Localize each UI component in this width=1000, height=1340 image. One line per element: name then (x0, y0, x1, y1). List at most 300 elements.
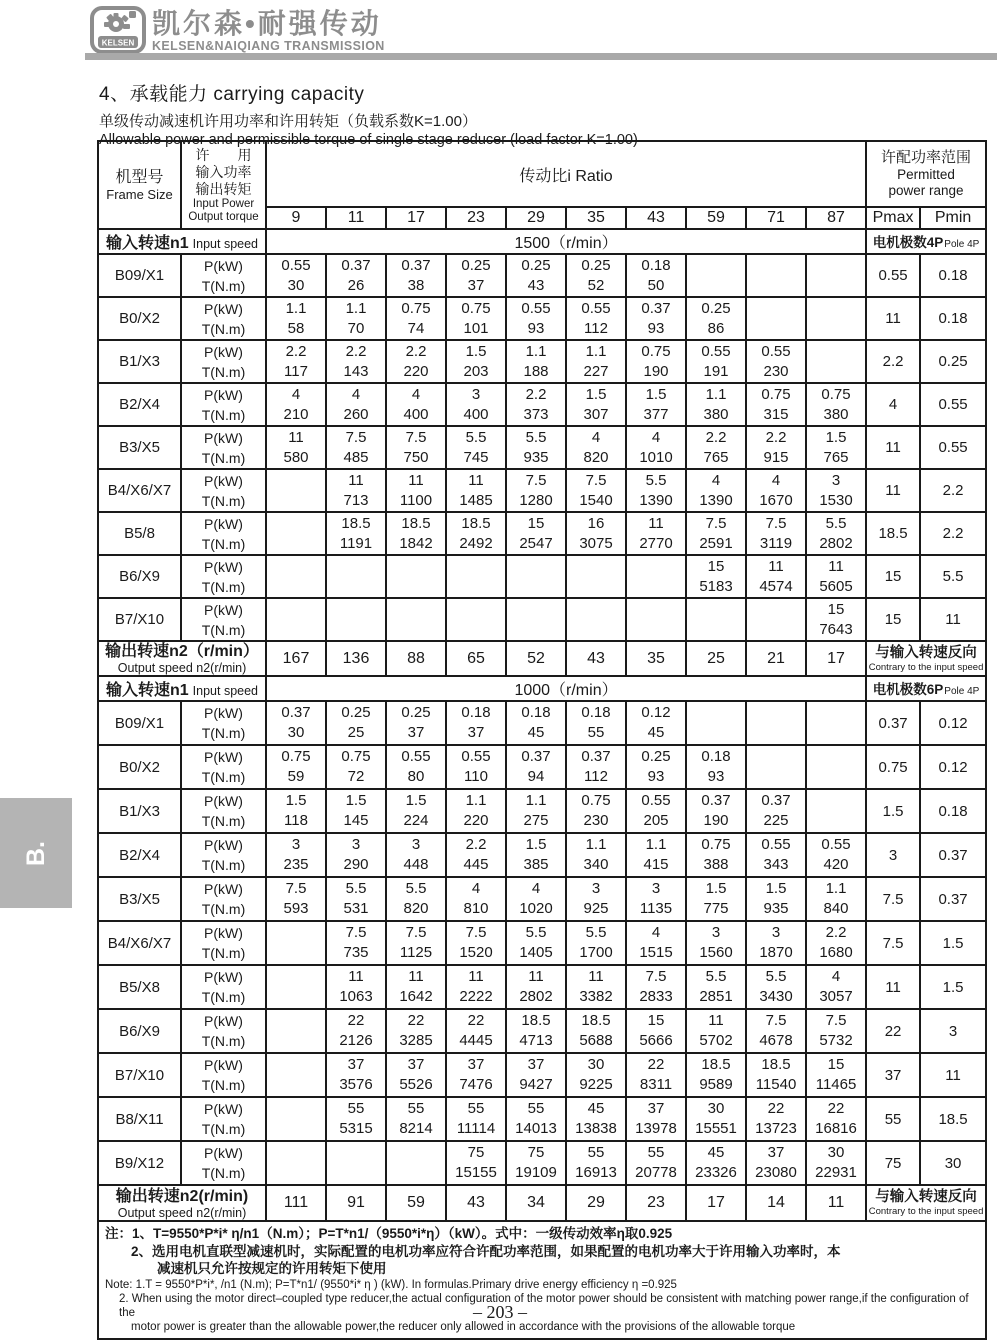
pmax-cell: 0.55 (866, 254, 920, 297)
power-torque-cell: 7.5 2833 (626, 965, 686, 1009)
unit-cell: P(kW) T(N.m) (181, 789, 266, 833)
power-torque-cell: 0.55 420 (806, 833, 866, 877)
power-torque-cell: 1.5 203 (446, 340, 506, 383)
power-torque-cell: 0.18 55 (566, 701, 626, 745)
power-torque-cell: 1.1 275 (506, 789, 566, 833)
table-row (98, 745, 986, 789)
power-torque-cell (566, 555, 626, 598)
output-speed-value: 65 (446, 641, 506, 676)
pmin-cell: 0.37 (920, 833, 986, 877)
power-torque-cell: 18.5 9589 (686, 1053, 746, 1097)
frame-size-cell: B7/X10 (98, 1053, 181, 1097)
power-torque-cell: 4 1020 (506, 877, 566, 921)
frame-size-cell: B7/X10 (98, 598, 181, 641)
unit-cell: P(kW) T(N.m) (181, 340, 266, 383)
table-row (98, 921, 986, 965)
table-row (98, 701, 986, 745)
power-torque-cell: 1.1 840 (806, 877, 866, 921)
power-torque-cell: 5.5 1390 (626, 469, 686, 512)
unit-cell: P(kW) T(N.m) (181, 469, 266, 512)
pmin-cell: 0.18 (920, 254, 986, 297)
power-torque-cell: 11 2802 (506, 965, 566, 1009)
power-torque-cell (806, 297, 866, 340)
power-torque-cell: 7.5 485 (326, 426, 386, 469)
output-speed-value: 91 (326, 1185, 386, 1221)
pmax-cell: 15 (866, 555, 920, 598)
page-number: – 203 – (473, 1302, 527, 1322)
power-torque-cell: 0.25 43 (506, 254, 566, 297)
power-torque-cell: 4 1010 (626, 426, 686, 469)
power-torque-cell: 30 15551 (686, 1097, 746, 1141)
power-torque-cell (746, 254, 806, 297)
power-torque-cell: 7.5 735 (326, 921, 386, 965)
ratio-value: 9 (266, 207, 326, 229)
power-torque-cell (506, 598, 566, 641)
pmin-cell: 30 (920, 1141, 986, 1185)
power-torque-cell: 11 5605 (806, 555, 866, 598)
power-torque-cell: 4 400 (386, 383, 446, 426)
power-torque-cell: 1.5 118 (266, 789, 326, 833)
output-speed-value: 14 (746, 1185, 806, 1221)
pmax-cell: 55 (866, 1097, 920, 1141)
power-torque-cell (386, 598, 446, 641)
power-torque-cell: 7.5 1125 (386, 921, 446, 965)
power-torque-cell: 0.75 388 (686, 833, 746, 877)
power-torque-cell: 2.2 220 (386, 340, 446, 383)
power-torque-cell: 4 260 (326, 383, 386, 426)
power-torque-cell (266, 1053, 326, 1097)
power-torque-cell: 18.5 1191 (326, 512, 386, 555)
pmax-cell: 3 (866, 833, 920, 877)
power-torque-cell: 18.5 1842 (386, 512, 446, 555)
power-torque-cell: 37 5526 (386, 1053, 446, 1097)
pmax-cell: 1.5 (866, 789, 920, 833)
power-torque-cell: 37 7476 (446, 1053, 506, 1097)
pmin-cell: 0.12 (920, 745, 986, 789)
table-row (98, 789, 986, 833)
power-torque-cell: 55 5315 (326, 1097, 386, 1141)
pmin-cell: 3 (920, 1009, 986, 1053)
power-torque-cell: 7.5 593 (266, 877, 326, 921)
power-torque-cell: 5.5 820 (386, 877, 446, 921)
power-torque-cell: 18.5 5688 (566, 1009, 626, 1053)
subtitle-english: Allowable power and permissible torque of single stage reducer (load factor K=1.00) (99, 132, 638, 148)
table-row (98, 598, 986, 641)
pmin-cell: 18.5 (920, 1097, 986, 1141)
frame-size-cell: B1/X3 (98, 789, 181, 833)
power-torque-cell: 1.5 385 (506, 833, 566, 877)
output-speed-row (98, 641, 986, 676)
ratio-value: 87 (806, 207, 866, 229)
power-torque-cell: 4 3057 (806, 965, 866, 1009)
power-torque-cell: 30 22931 (806, 1141, 866, 1185)
power-torque-cell: 5.5 3430 (746, 965, 806, 1009)
output-speed-value: 17 (686, 1185, 746, 1221)
power-torque-cell: 0.37 190 (686, 789, 746, 833)
permitted-power-header: 许配功率范围 Permitted power range (866, 141, 986, 207)
power-torque-cell: 3 1530 (806, 469, 866, 512)
power-torque-cell: 0.37 26 (326, 254, 386, 297)
power-torque-cell: 3 290 (326, 833, 386, 877)
input-speed-value: 1500（r/min） (266, 229, 866, 254)
frame-size-cell: B6/X9 (98, 555, 181, 598)
power-torque-cell: 0.37 30 (266, 701, 326, 745)
power-torque-cell: 22 13723 (746, 1097, 806, 1141)
power-torque-cell (686, 254, 746, 297)
pmin-cell: 11 (920, 1053, 986, 1097)
power-torque-cell: 1.1 415 (626, 833, 686, 877)
unit-cell: P(kW) T(N.m) (181, 598, 266, 641)
power-torque-cell: 11 1642 (386, 965, 446, 1009)
pmin-cell: 11 (920, 598, 986, 641)
power-torque-cell: 3 448 (386, 833, 446, 877)
power-torque-cell: 0.18 50 (626, 254, 686, 297)
output-speed-label: 输出转速n2(r/min) Output speed n2(r/min) (98, 1185, 266, 1221)
table-row (98, 1009, 986, 1053)
output-speed-row (98, 1185, 986, 1221)
power-torque-cell: 0.37 38 (386, 254, 446, 297)
power-torque-cell: 0.75 380 (806, 383, 866, 426)
power-torque-cell: 15 5183 (686, 555, 746, 598)
power-torque-cell: 15 11465 (806, 1053, 866, 1097)
power-torque-cell: 5.5 935 (506, 426, 566, 469)
unit-cell: P(kW) T(N.m) (181, 921, 266, 965)
power-torque-cell: 3 1560 (686, 921, 746, 965)
power-torque-cell: 22 2126 (326, 1009, 386, 1053)
output-speed-value: 17 (806, 641, 866, 676)
power-torque-cell: 5.5 2802 (806, 512, 866, 555)
frame-size-cell: B0/X2 (98, 297, 181, 340)
power-torque-cell: 1.5 765 (806, 426, 866, 469)
power-torque-cell: 18.5 4713 (506, 1009, 566, 1053)
power-torque-cell: 3 1870 (746, 921, 806, 965)
frame-size-cell: B5/X8 (98, 965, 181, 1009)
power-torque-cell: 0.75 72 (326, 745, 386, 789)
unit-cell: P(kW) T(N.m) (181, 1097, 266, 1141)
power-torque-cell: 55 16913 (566, 1141, 626, 1185)
power-torque-cell: 0.37 225 (746, 789, 806, 833)
pmax-cell: 7.5 (866, 877, 920, 921)
power-torque-cell (506, 555, 566, 598)
table-notes: 注：1、T=9550*P*i* η/n1（N.m）；P=T*n1/（9550*i*η）（kW）。式中：一级传动效率η取0.925 2、选用电机直联型减速机时，实际配置的电机功率应符合许配功率范围，如果配置的电机功率大于许用输入功率时，本 减速机只允许按规定的许用转矩下使用 Note: 1.T = 9550*P*i*, /n1 (N.m); P=T*n1/ (9550*i* η ) (kW). In formulas.Primary drive energy efficiency η =0.925 2. When using the motor direct–coupled type reducer,the actual configuration of the motor power should be consistent with matching power range,if the configuration of the motor power is greater than the allowable power,the reducer only allowed in accordance with the provisions of the allowable torque (98, 1221, 986, 1339)
power-torque-cell: 11 2770 (626, 512, 686, 555)
table-row (98, 1141, 986, 1185)
unit-cell: P(kW) T(N.m) (181, 745, 266, 789)
power-torque-cell: 1.5 307 (566, 383, 626, 426)
pmax-cell: 4 (866, 383, 920, 426)
power-torque-cell: 3 1135 (626, 877, 686, 921)
frame-size-cell: B8/X11 (98, 1097, 181, 1141)
power-torque-cell: 1.1 380 (686, 383, 746, 426)
power-torque-cell: 1.1 220 (446, 789, 506, 833)
frame-size-cell: B6/X9 (98, 1009, 181, 1053)
power-torque-cell (326, 1141, 386, 1185)
table-row (98, 1053, 986, 1097)
ratio-value: 11 (326, 207, 386, 229)
power-torque-cell: 75 19109 (506, 1141, 566, 1185)
power-torque-cell (386, 555, 446, 598)
power-torque-cell: 1.5 145 (326, 789, 386, 833)
frame-size-header: 机型号 Frame Size (98, 141, 181, 229)
table-row (98, 512, 986, 555)
power-torque-cell: 0.55 191 (686, 340, 746, 383)
power-torque-cell (806, 701, 866, 745)
power-torque-cell: 0.25 37 (386, 701, 446, 745)
input-power-header: 许 用 输入功率 输出转矩 Input Power Output torque (181, 141, 266, 229)
power-torque-cell: 1.1 58 (266, 297, 326, 340)
power-torque-cell: 11 713 (326, 469, 386, 512)
ratio-value: 29 (506, 207, 566, 229)
power-torque-cell: 18.5 2492 (446, 512, 506, 555)
power-torque-cell: 7.5 1280 (506, 469, 566, 512)
power-torque-cell: 0.18 37 (446, 701, 506, 745)
power-torque-cell: 11 2222 (446, 965, 506, 1009)
unit-cell: P(kW) T(N.m) (181, 877, 266, 921)
table-row (98, 383, 986, 426)
pmin-cell: 1.5 (920, 965, 986, 1009)
power-torque-cell: 3 925 (566, 877, 626, 921)
power-torque-cell: 7.5 2591 (686, 512, 746, 555)
power-torque-cell (266, 469, 326, 512)
power-torque-cell (626, 598, 686, 641)
power-torque-cell: 18.5 11540 (746, 1053, 806, 1097)
unit-cell: P(kW) T(N.m) (181, 1053, 266, 1097)
power-torque-cell: 55 8214 (386, 1097, 446, 1141)
power-torque-cell: 4 810 (446, 877, 506, 921)
pmax-cell: 37 (866, 1053, 920, 1097)
ratio-value: 43 (626, 207, 686, 229)
frame-size-cell: B9/X12 (98, 1141, 181, 1185)
power-torque-cell: 45 23326 (686, 1141, 746, 1185)
pmax-cell: 7.5 (866, 921, 920, 965)
output-speed-value: 21 (746, 641, 806, 676)
section-title: 4、承载能力 carrying capacity (99, 84, 365, 105)
table-row (98, 555, 986, 598)
power-torque-cell: 22 8311 (626, 1053, 686, 1097)
output-speed-value: 52 (506, 641, 566, 676)
frame-size-cell: B1/X3 (98, 340, 181, 383)
pmin-cell: 0.55 (920, 426, 986, 469)
power-torque-cell: 7.5 5732 (806, 1009, 866, 1053)
power-torque-cell (806, 789, 866, 833)
power-torque-cell: 0.75 190 (626, 340, 686, 383)
logo-text: KELSEN (101, 38, 135, 48)
frame-size-cell: B09/X1 (98, 254, 181, 297)
unit-cell: P(kW) T(N.m) (181, 297, 266, 340)
power-torque-cell: 11 3382 (566, 965, 626, 1009)
output-speed-value: 59 (386, 1185, 446, 1221)
power-torque-cell: 0.75 101 (446, 297, 506, 340)
power-torque-cell: 1.1 340 (566, 833, 626, 877)
company-logo (89, 5, 147, 60)
power-torque-cell: 45 13838 (566, 1097, 626, 1141)
power-torque-cell: 0.12 45 (626, 701, 686, 745)
header-divider-bar (85, 53, 997, 60)
output-speed-value: 25 (686, 641, 746, 676)
pmin-cell: 0.37 (920, 877, 986, 921)
power-torque-cell: 2.2 915 (746, 426, 806, 469)
power-torque-cell: 1.5 775 (686, 877, 746, 921)
pmax-cell: 0.37 (866, 701, 920, 745)
power-torque-cell: 4 1390 (686, 469, 746, 512)
unit-cell: P(kW) T(N.m) (181, 383, 266, 426)
power-torque-cell: 5.5 1405 (506, 921, 566, 965)
motor-pole-label: 电机极数6PPole 4P (866, 676, 986, 701)
pmax-cell: 22 (866, 1009, 920, 1053)
input-speed-row (98, 676, 986, 701)
power-torque-cell: 0.18 45 (506, 701, 566, 745)
power-torque-cell: 1.1 188 (506, 340, 566, 383)
power-torque-cell: 15 2547 (506, 512, 566, 555)
ratio-value: 71 (746, 207, 806, 229)
power-torque-cell: 1.1 70 (326, 297, 386, 340)
brand-name-english: KELSEN&NAIQIANG TRANSMISSION (152, 39, 385, 53)
power-torque-cell: 0.75 59 (266, 745, 326, 789)
output-speed-value: 11 (806, 1185, 866, 1221)
power-torque-cell: 0.55 230 (746, 340, 806, 383)
table-row (98, 833, 986, 877)
power-torque-cell (266, 598, 326, 641)
power-torque-cell: 7.5 1520 (446, 921, 506, 965)
power-torque-cell: 5.5 531 (326, 877, 386, 921)
power-torque-cell: 1.5 377 (626, 383, 686, 426)
frame-size-cell: B5/8 (98, 512, 181, 555)
ratio-value: 17 (386, 207, 446, 229)
power-torque-cell (566, 598, 626, 641)
power-torque-cell: 30 9225 (566, 1053, 626, 1097)
carrying-capacity-table (97, 140, 987, 1340)
power-torque-cell (266, 921, 326, 965)
ratio-value: 59 (686, 207, 746, 229)
ratio-header: 传动比i Ratio (266, 141, 866, 207)
unit-cell: P(kW) T(N.m) (181, 965, 266, 1009)
power-torque-cell: 0.55 112 (566, 297, 626, 340)
power-torque-cell: 11 5702 (686, 1009, 746, 1053)
power-torque-cell: 0.55 80 (386, 745, 446, 789)
power-torque-cell: 0.55 30 (266, 254, 326, 297)
power-torque-cell: 11 1100 (386, 469, 446, 512)
power-torque-cell: 55 14013 (506, 1097, 566, 1141)
power-torque-cell: 2.2 445 (446, 833, 506, 877)
power-torque-cell (686, 598, 746, 641)
power-torque-cell: 11 1063 (326, 965, 386, 1009)
power-torque-cell (446, 555, 506, 598)
power-torque-cell (746, 297, 806, 340)
pmin-cell: 0.18 (920, 297, 986, 340)
table-row (98, 254, 986, 297)
frame-size-cell: B4/X6/X7 (98, 921, 181, 965)
power-torque-cell: 11 4574 (746, 555, 806, 598)
power-torque-cell: 2.2 117 (266, 340, 326, 383)
power-torque-cell: 37 23080 (746, 1141, 806, 1185)
power-torque-cell (806, 340, 866, 383)
pmax-cell: 11 (866, 426, 920, 469)
input-speed-value: 1000（r/min） (266, 676, 866, 701)
power-torque-cell: 7.5 1540 (566, 469, 626, 512)
power-torque-cell (266, 965, 326, 1009)
pmin-cell: 2.2 (920, 469, 986, 512)
power-torque-cell: 4 1670 (746, 469, 806, 512)
side-tab-label: B. (21, 840, 50, 866)
power-torque-cell: 0.25 52 (566, 254, 626, 297)
power-torque-cell: 22 4445 (446, 1009, 506, 1053)
output-speed-value: 111 (266, 1185, 326, 1221)
brand-name-chinese: 凯尔森•耐强传动 (152, 8, 382, 39)
motor-pole-label: 电机极数4PPole 4P (866, 229, 986, 254)
pmax-cell: 0.75 (866, 745, 920, 789)
power-torque-cell: 0.55 93 (506, 297, 566, 340)
pmax-cell: 75 (866, 1141, 920, 1185)
pmax-cell: 15 (866, 598, 920, 641)
pmin-cell: 1.5 (920, 921, 986, 965)
ratio-value: 23 (446, 207, 506, 229)
unit-cell: P(kW) T(N.m) (181, 833, 266, 877)
power-torque-cell (326, 598, 386, 641)
power-torque-cell: 37 13978 (626, 1097, 686, 1141)
frame-size-cell: B0/X2 (98, 745, 181, 789)
power-torque-cell (386, 1141, 446, 1185)
output-speed-value: 136 (326, 641, 386, 676)
unit-cell: P(kW) T(N.m) (181, 1009, 266, 1053)
power-torque-cell: 4 210 (266, 383, 326, 426)
unit-cell: P(kW) T(N.m) (181, 1141, 266, 1185)
power-torque-cell: 22 16816 (806, 1097, 866, 1141)
power-torque-cell: 0.25 93 (626, 745, 686, 789)
power-torque-cell: 16 3075 (566, 512, 626, 555)
table-row (98, 340, 986, 383)
ratio-value: 35 (566, 207, 626, 229)
output-speed-value: 23 (626, 1185, 686, 1221)
power-torque-cell: 0.25 86 (686, 297, 746, 340)
power-torque-cell: 0.55 205 (626, 789, 686, 833)
contrary-note: 与输入转速反向 Contrary to the input speed (866, 1185, 986, 1221)
pmin-cell: 0.55 (920, 383, 986, 426)
table-row (98, 297, 986, 340)
power-torque-cell: 7.5 3119 (746, 512, 806, 555)
power-torque-cell (806, 745, 866, 789)
power-torque-cell: 3 400 (446, 383, 506, 426)
pmin-cell: 0.18 (920, 789, 986, 833)
frame-size-cell: B4/X6/X7 (98, 469, 181, 512)
frame-size-cell: B3/X5 (98, 426, 181, 469)
output-speed-value: 43 (446, 1185, 506, 1221)
power-torque-cell: 0.18 93 (686, 745, 746, 789)
power-torque-cell: 15 7643 (806, 598, 866, 641)
power-torque-cell (326, 555, 386, 598)
output-speed-value: 34 (506, 1185, 566, 1221)
frame-size-cell: B2/X4 (98, 383, 181, 426)
table-row (98, 965, 986, 1009)
pmin-cell: 0.12 (920, 701, 986, 745)
table-row (98, 469, 986, 512)
power-torque-cell: 7.5 4678 (746, 1009, 806, 1053)
output-speed-value: 29 (566, 1185, 626, 1221)
power-torque-cell: 1.5 224 (386, 789, 446, 833)
power-torque-cell: 2.2 373 (506, 383, 566, 426)
power-torque-cell (686, 701, 746, 745)
unit-cell: P(kW) T(N.m) (181, 555, 266, 598)
power-torque-cell (266, 512, 326, 555)
power-torque-cell: 2.2 143 (326, 340, 386, 383)
power-torque-cell: 0.55 110 (446, 745, 506, 789)
power-torque-cell: 22 3285 (386, 1009, 446, 1053)
table-row (98, 1097, 986, 1141)
output-speed-label: 输出转速n2（r/min） Output speed n2(r/min) (98, 641, 266, 676)
output-speed-value: 167 (266, 641, 326, 676)
pmax-cell: 18.5 (866, 512, 920, 555)
unit-cell: P(kW) T(N.m) (181, 701, 266, 745)
unit-cell: P(kW) T(N.m) (181, 254, 266, 297)
